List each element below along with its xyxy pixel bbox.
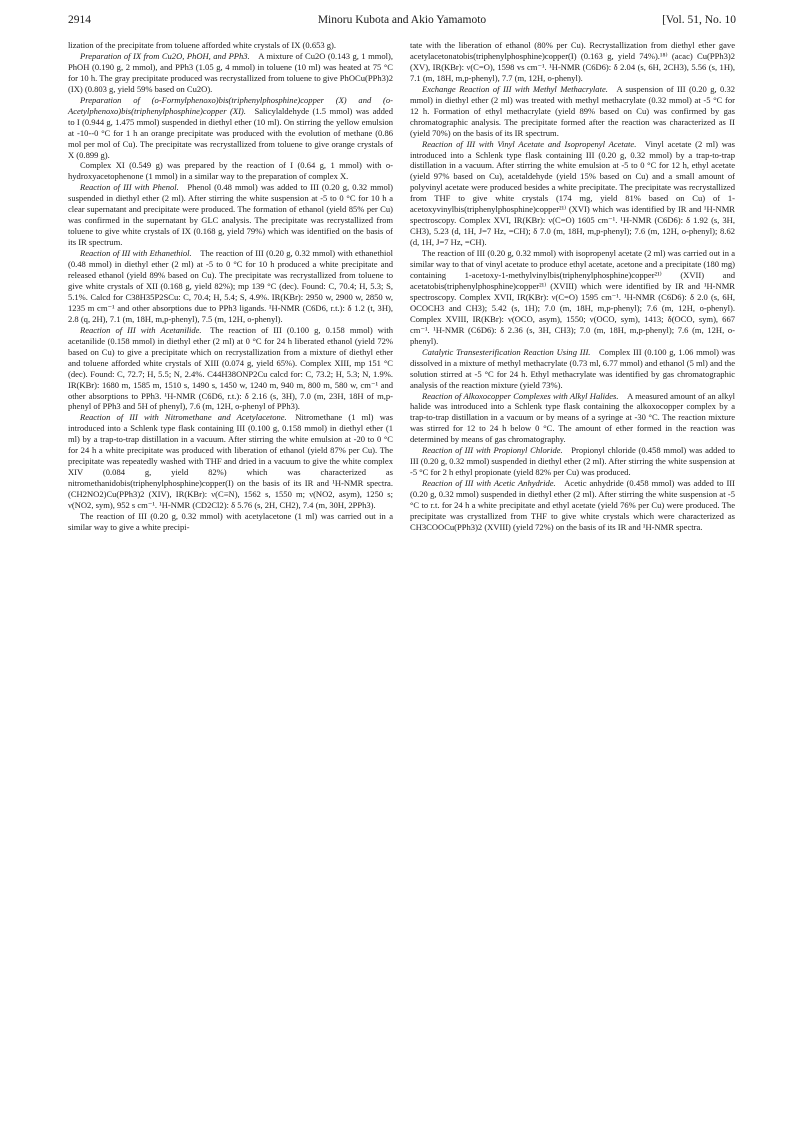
paragraph: [410, 347, 735, 391]
paragraph: [410, 84, 735, 139]
volume-issue: [Vol. 51, No. 10: [662, 14, 736, 26]
paragraph: [68, 160, 393, 182]
paragraph-body: Salicylaldehyde (1.5 mmol) was added to I (0.944 g, 1.475 mmol) suspended in diethyl ether (10 ml). On stirring the yellow emulsion at -10--0 °C for 1 h an orange precipitate was produced with the evolution of methane (0.86 mol per mol of Cu). The precipitate was recrystallized from toluene to give orange crystals of X (0.899 g).: [68, 105, 393, 160]
paragraph-body: The reaction of III (0.100 g, 0.158 mmol) with acetanilide (0.158 mmol) in diethyl ether (2 ml) at 0 °C for 24 h liberated ethanol (yield 72% based on Cu) to give a precipitate which on recrystallization from a mixture of diethyl ether and toluene afforded white crystals of XIII (0.074 g, yield 65%). Complex XIII, mp 151 °C (dec). Found: C, 72.7; H, 5.5; N, 2.4%. C44H38ONP2Cu calcd for: C, 73.2; H, 5.3; N, 1.9%. IR(KBr): 1680 m, 1585 m, 1510 s, 1490 s, 1450 w, 1240 m, 940 m, 800 m, 580 w, cm⁻¹ and other absorptions to PPh3. ¹H-NMR (C6D6, r.t.): δ 2.16 (s, 3H), 7.0 (m, 23H, 18H of m,p-phenyl of PPh3 and 5H of phenyl), 7.6 (m, 12H, o-phenyl of PPh3).: [68, 324, 393, 412]
page-number: 2914: [68, 14, 91, 26]
right-column: [410, 40, 735, 533]
paragraph-body: Acetic anhydride (0.458 mmol) was added to III (0.20 g, 0.32 mmol) suspended in diethyl ether (2 ml). After stirring the white suspension at -5 °C to r.t. for 24 h a white precipitate and ethyl acetate (yield 76% per Cu) were produced. The precipitate was crystallized from THF to give white crystals which were characterized as CH3COOCu(PPh3)2 (XVIII) (yield 72%) on the basis of its IR and ¹H-NMR spectra.: [410, 478, 735, 532]
paragraph: [410, 248, 735, 347]
paragraph-body: tate with the liberation of ethanol (80% per Cu). Recrystallization from diethyl ether gave acetylacetonatobis(triphenylphosphine)copper(I) (0.163 g, yield 74%).¹⁸⁾ (acac) Cu(PPh3)2 (XV), IR(KBr): ν(C=O), 1598 vs cm⁻¹. ¹H-NMR (C6D6): δ 2.04 (s, 6H, 2CH3), 5.56 (s, 1H), 7.1 (m, 18H, m,p-phenyl), 7.7 (m, 12H, o-phenyl).: [410, 40, 735, 83]
paragraph: [68, 95, 393, 161]
paragraph: [68, 51, 393, 95]
running-authors: Minoru Kubota and Akio Yamamoto: [317, 14, 487, 26]
paragraph-heading: Reaction of III with Phenol.: [79, 182, 179, 193]
paragraph-heading: Reaction of III with Acetic Anhydride.: [421, 478, 556, 489]
paragraph-body: Nitromethane (1 ml) was introduced into a Schlenk type flask containing III (0.100 g, 0.158 mmol) in diethyl ether (1 ml) by a trap-to-trap distillation in a vacuum. After stirring the white emulsion at -20 to 0 °C for 24 h a white precipitate was produced with liberation of ethanol (yield 87% per Cu). The precipitate was repeatedly washed with THF and dried in a vacuum to give the white complex XIV (0.084 g, yield 82%) which was characterized as nitromethanidobis(triphenylphosphine)copper(I) on the basis of its IR and ¹H-NMR spectra. (CH2NO2)Cu(PPh3)2 (XIV), IR(KBr): ν(C≡N), 1562 s, 1550 m; ν(NO2, asym), 1250 s; ν(NO2, sym), 952 s cm⁻¹. ¹H-NMR (CD2Cl2): δ 5.76 (s, 2H, CH2), 7.4 (m, 30H, 2PPh3).: [68, 412, 393, 511]
paragraph-body: A suspension of III (0.20 g, 0.32 mmol) in diethyl ether (2 ml) was treated with methyl methacrylate (0.32 mmol) at -5 °C for 12 h. Formation of ethyl methacrylate (yield 89% based on Cu) was confirmed by gas chromatographic analysis. The precipitate formed after the reaction was characterized as II (yield 70%) on the basis of its IR spectrum.: [410, 83, 735, 138]
paragraph-heading: Reaction of III with Acetanilide.: [79, 324, 202, 335]
paragraph-heading: Reaction of III with Propionyl Chloride.: [421, 445, 563, 456]
left-column: [68, 40, 393, 533]
paragraph: [68, 40, 393, 51]
paragraph-body: Vinyl acetate (2 ml) was introduced into a Schlenk type flask containing III (0.20 g, 0.32 mmol) by a trap-to-trap distillation in a vacuum. After stirring the white emulsion at -5 to 0 °C for 12 h, ethyl acetate (yield 97% based on Cu), acetaldehyde (yield 15% based on Cu) and a small amount of polyvinyl acetate were produced besides a white precipitate. The precipitate was recrystallized from THF to give white crystals (174 mg, yield 81% based on Cu) of 1-acetoxyvinylbis(triphenylphosphine)copper²¹⁾ (XVI) which was identified by IR and ¹H-NMR spectroscopy. Complex XVI, IR(KBr): ν(C=O) 1605 cm⁻¹. ¹H-NMR (C6D6): δ 1.92 (s, 3H, CH3), 5.23 (d, 1H, J=7 Hz, =CH); δ 7.0 (m, 18H, m,p-phenyl); 7.6 (m, 12H, o-phenyl); 8.62 (d, 1H, J=7 Hz, =CH).: [410, 138, 735, 248]
paragraph: [68, 325, 393, 413]
paragraph-body: Complex XI (0.549 g) was prepared by the reaction of I (0.64 g, 1 mmol) with o-hydroxyacetophenone (1 mmol) in a similar way to the preparation of complex X.: [68, 160, 393, 182]
paragraph-body: Complex III (0.100 g, 1.06 mmol) was dissolved in a mixture of methyl methacrylate (0.73 ml, 6.77 mmol) and ethanol (5 ml) and the solution stirred at -5 °C for 24 h. Ethyl methacrylate was identified by gas chromatographic analysis of the reaction mixture (yield 73%).: [410, 346, 735, 390]
paragraph-body: A measured amount of an alkyl halide was introduced into a Schlenk type flask containing the alkoxocopper complex by a trap-to-trap distillation in a vacuum or by means of a syringe at -30 °C. The reaction mixture was stirred for 12 to 24 h below 0 °C. The amount of ether formed in the reaction was determined by means of gas chromatography.: [410, 390, 735, 445]
paragraph-body: lization of the precipitate from toluene afforded white crystals of IX (0.653 g).: [68, 40, 337, 50]
paragraph-body: Propionyl chloride (0.458 mmol) was added to III (0.20 g, 0.32 mmol) suspended in diethyl ether (2 ml). After stirring the white suspension at -5 °C for 2 h ethyl propionate (yield 82% per Cu) was produced.: [410, 445, 735, 478]
paragraph-heading: Catalytic Transesterification Reaction Using III.: [421, 346, 591, 357]
paragraph: [68, 182, 393, 248]
paragraph: [68, 248, 393, 325]
paragraph-body: The reaction of III (0.20 g, 0.32 mmol) with isopropenyl acetate (2 ml) was carried out in a similar way to that of vinyl acetate to produce ethyl acetate, acetone and a precipitate (180 mg) containing 1-acetoxy-1-methylvinylbis(triphenylphosphine)copper²¹⁾ (XVII) and acetatobis(triphenylphosphine)copper²¹⁾ (XVIII) which were identified by IR and ¹H-NMR spectroscopy. Complex XVII, IR(KBr): ν(C=O) 1595 cm⁻¹. ¹H-NMR (C6D6): δ 2.0 (s, 6H, OCOCH3 and CH3); 5.42 (s, 1H); 7.0 (m, 18H, m,p-phenyl); 7.6 (m, 12H, o-phenyl). Complex XVIII, IR(KBr): ν(OCO, asym), 1550; ν(OCO, sym), 1413; δ(OCO, sym), 667 cm⁻¹. ¹H-NMR (C6D6): δ 2.36 (s, 3H, CH3); 7.0 (m, 18H, m,p-phenyl); 7.6 (m, 12H, o-phenyl).: [410, 248, 735, 346]
paragraph-heading: Reaction of III with Nitromethane and Acetylacetone.: [79, 412, 287, 423]
paragraph: [410, 40, 735, 84]
paragraph-body: The reaction of III (0.20 g, 0.32 mmol) with ethanethiol (0.48 mmol) in diethyl ether (2 ml) at -5 to 0 °C for 10 h produced a white precipitate and released ethanol (yield 89% based on Cu). The precipitate was recrystallized from toluene to give white crystals of XII (0.168 g, yield 82%); mp 139 °C (dec). Found: C, 70.4; H, 5.3; S, 5.1%. Calcd for C38H35P2SCu: C, 70.4; H, 5.4; S, 4.9%. IR(KBr): 2950 w, 2900 w, 2850 w, 1235 m cm⁻¹ and other absorptions due to PPh3 ligands. ¹H-NMR (C6D6, r.t.): δ 1.2 (t, 3H), 2.8 (q, 2H), 7.1 (m, 18H, m,p-phenyl), 7.5 (m, 12H, o-phenyl).: [68, 248, 393, 324]
paragraph: [68, 511, 393, 533]
paragraph-heading: Exchange Reaction of III with Methyl Methacrylate.: [421, 83, 608, 94]
running-header: [68, 14, 736, 30]
paragraph: [410, 391, 735, 446]
paragraph-heading: Reaction of III with Ethanethiol.: [79, 248, 192, 259]
paragraph-body: Phenol (0.48 mmol) was added to III (0.20 g, 0.32 mmol) suspended in diethyl ether (2 ml). After stirring the white suspension at -5 to 0 °C for 10 h a clear supernatant and precipitate were produced. The formation of ethanol (yield 85% per Cu) was confirmed in the supernatant by GLC analysis. The precipitate was recrystallized from toluene to give white crystals of IX (0.168 g, yield 79%) which was identified on the basis of its IR spectrum.: [68, 182, 393, 248]
paragraph-heading: Reaction of Alkoxocopper Complexes with Alkyl Halides.: [421, 390, 619, 401]
paragraph-heading: Preparation of IX from Cu2O, PhOH, and PPh3.: [79, 50, 250, 61]
paragraph-body: A mixture of Cu2O (0.143 g, 1 mmol), PhOH (0.190 g, 2 mmol), and PPh3 (1.05 g, 4 mmol) in toluene (10 ml) was heated at 75 °C for 10 h. The gray precipitate produced was recrystallized from toluene to give PhOCu(PPh3)2 (IX) (0.803 g, yield 59% based on Cu2O).: [68, 50, 393, 94]
paragraph: [410, 478, 735, 533]
paragraph: [410, 139, 735, 249]
paragraph: [410, 445, 735, 478]
paragraph-body: The reaction of III (0.20 g, 0.32 mmol) with acetylacetone (1 ml) was carried out in a similar way to give a white precipi-: [68, 510, 393, 532]
paragraph-heading: Preparation of (o-Formylphenoxo)bis(triphenylphosphine)copper (X) and (o-Acetylphenoxo)bis(triphenylphosphine)copper (XI).: [68, 94, 393, 116]
paragraph-heading: Reaction of III with Vinyl Acetate and Isopropenyl Acetate.: [421, 138, 637, 149]
paragraph: [68, 412, 393, 511]
